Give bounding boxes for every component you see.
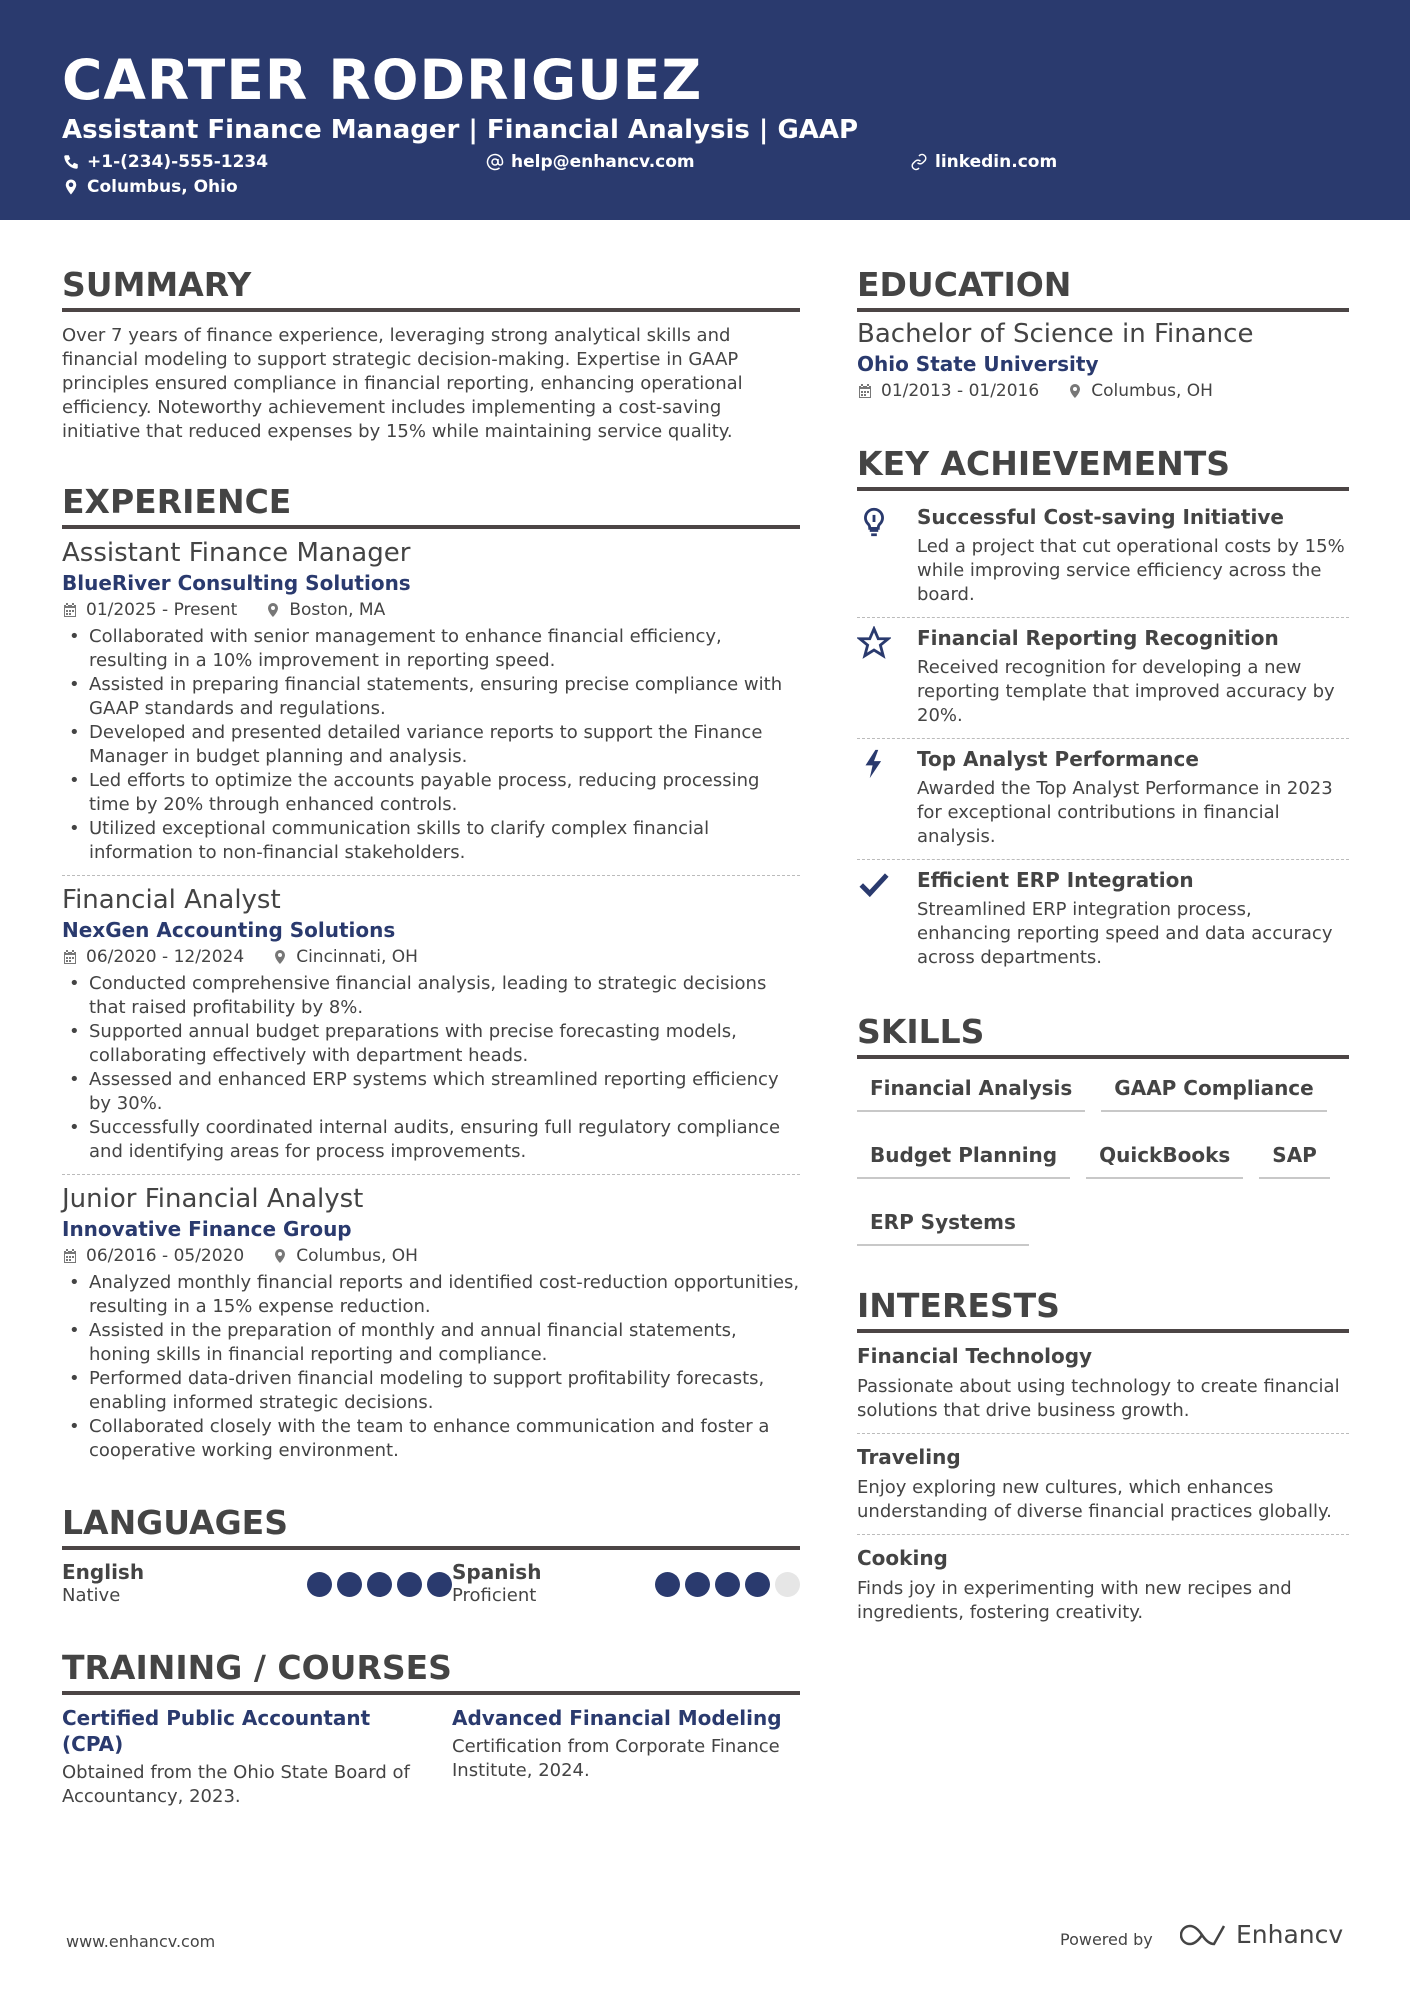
- interests-title: INTERESTS: [857, 1286, 1349, 1333]
- course-item: [452, 1705, 800, 1809]
- email-text: help@enhancv.com: [511, 152, 695, 172]
- achievement-title: Efficient ERP Integration: [917, 868, 1194, 892]
- skills-section: [857, 1012, 1349, 1266]
- location-pin-icon: [1067, 383, 1083, 399]
- summary-section: [62, 265, 800, 444]
- company-name: NexGen Accounting Solutions: [62, 918, 396, 942]
- lightbulb-icon: [857, 505, 891, 539]
- rating-dot-filled: [367, 1572, 392, 1597]
- education-location: Columbus, OH: [1091, 381, 1213, 401]
- language-level: Native: [62, 1585, 121, 1606]
- contact-location: [62, 175, 238, 199]
- divider: [62, 875, 800, 876]
- calendar-icon: [62, 949, 78, 965]
- bullet-item: • Assessed and enhanced ERP systems which streamlined reporting efficiency by 30%.: [62, 1068, 800, 1116]
- achievement-item: [857, 860, 1349, 980]
- bullet-item: • Analyzed monthly financial reports and identified cost-reduction opportunities, resulting in a 15% expense reduction.: [62, 1271, 800, 1319]
- language-name: Spanish: [452, 1560, 542, 1584]
- at-icon: [486, 153, 504, 171]
- bullet-item: • Performed data-driven financial modeling to support profitability forecasts, enabling informed strategic decisions.: [62, 1367, 800, 1415]
- location-pin-icon: [272, 949, 288, 965]
- contact-email[interactable]: [486, 150, 695, 174]
- achievement-item: [857, 497, 1349, 618]
- enhancv-logo-icon: [1180, 1922, 1228, 1948]
- course-desc: Obtained from the Ohio State Board of Accountancy, 2023.: [62, 1762, 410, 1807]
- checkmark-icon: [857, 868, 891, 902]
- divider: [62, 1174, 800, 1175]
- job-meta: [62, 944, 800, 970]
- rating-dot-filled: [745, 1572, 770, 1597]
- bullet-item: • Conducted comprehensive financial analysis, leading to strategic decisions that raised profitability by 8%.: [62, 972, 800, 1020]
- candidate-headline: Assistant Finance Manager | Financial Analysis | GAAP: [62, 115, 859, 145]
- location-text: Columbus, Ohio: [87, 177, 238, 197]
- interest-item: [857, 1343, 1349, 1434]
- language-rating: [650, 1572, 800, 1597]
- languages-section: [62, 1503, 800, 1608]
- link-icon: [910, 153, 928, 171]
- resume-header: [0, 0, 1410, 220]
- course-title: Certified Public Accountant (CPA): [62, 1706, 371, 1756]
- rating-dot-empty: [775, 1572, 800, 1597]
- job-title: Junior Financial Analyst: [62, 1184, 364, 1214]
- achievement-title: Successful Cost-saving Initiative: [917, 505, 1284, 529]
- achievement-desc: Led a project that cut operational costs by 15% while improving service efficiency across the board.: [917, 536, 1345, 605]
- location-pin-icon: [62, 178, 80, 196]
- bullet-item: • Assisted in the preparation of monthly and annual financial statements, honing skills in financial reporting and compliance.: [62, 1319, 800, 1367]
- rating-dot-filled: [337, 1572, 362, 1597]
- job-dates: 01/2025 - Present: [86, 600, 238, 620]
- candidate-name: CARTER RODRIGUEZ: [62, 48, 703, 112]
- training-title: TRAINING / COURSES: [62, 1648, 800, 1695]
- location-pin-icon: [272, 1248, 288, 1264]
- bullet-item: • Supported annual budget preparations with precise forecasting models, collaborating effectively with department heads.: [62, 1020, 800, 1068]
- rating-dot-filled: [655, 1572, 680, 1597]
- interest-item: [857, 1434, 1349, 1535]
- language-item: [452, 1560, 800, 1608]
- language-rating: [302, 1572, 452, 1597]
- job-title: Financial Analyst: [62, 885, 281, 915]
- interest-desc: Passionate about using technology to create financial solutions that drive business growth.: [857, 1376, 1340, 1421]
- rating-dot-filled: [685, 1572, 710, 1597]
- course-item: [62, 1705, 452, 1809]
- phone-icon: [62, 153, 80, 171]
- star-icon: [857, 626, 891, 660]
- job-meta: [62, 1243, 800, 1269]
- phone-text: +1-(234)-555-1234: [87, 152, 269, 172]
- job-meta: [62, 597, 800, 623]
- lightning-icon: [857, 747, 891, 781]
- school-name: Ohio State University: [857, 352, 1099, 376]
- education-dates: 01/2013 - 01/2016: [881, 381, 1040, 401]
- interest-title: Financial Technology: [857, 1344, 1093, 1368]
- course-title: Advanced Financial Modeling: [452, 1706, 782, 1730]
- achievement-desc: Streamlined ERP integration process, enhancing reporting speed and data accuracy across departments.: [917, 899, 1333, 968]
- achievements-section: [857, 444, 1349, 980]
- training-section: [62, 1648, 800, 1809]
- job-bullets: [62, 625, 800, 865]
- experience-item: [62, 1183, 800, 1463]
- enhancv-logo[interactable]: [1180, 1920, 1343, 1949]
- rating-dot-filled: [427, 1572, 452, 1597]
- job-location: Cincinnati, OH: [296, 947, 418, 967]
- education-title: EDUCATION: [857, 265, 1349, 312]
- job-dates: 06/2016 - 05/2020: [86, 1246, 245, 1266]
- skill-tag: SAP: [1259, 1132, 1330, 1179]
- interests-section: [857, 1286, 1349, 1625]
- interest-desc: Enjoy exploring new cultures, which enhances understanding of diverse financial practices globally.: [857, 1477, 1332, 1522]
- achievement-desc: Received recognition for developing a new reporting template that improved accuracy by 20%.: [917, 657, 1335, 726]
- rating-dot-filled: [397, 1572, 422, 1597]
- footer-powered-by: Powered by: [1060, 1930, 1153, 1949]
- course-desc: Certification from Corporate Finance Institute, 2024.: [452, 1736, 780, 1781]
- bullet-item: • Assisted in preparing financial statements, ensuring precise compliance with GAAP standards and regulations.: [62, 673, 800, 721]
- location-pin-icon: [265, 602, 281, 618]
- achievements-title: KEY ACHIEVEMENTS: [857, 444, 1349, 491]
- calendar-icon: [857, 383, 873, 399]
- skill-tag: Financial Analysis: [857, 1065, 1085, 1112]
- interest-desc: Finds joy in experimenting with new recipes and ingredients, fostering creativity.: [857, 1578, 1292, 1623]
- contact-phone[interactable]: [62, 150, 268, 174]
- education-meta: [857, 378, 1349, 404]
- company-name: BlueRiver Consulting Solutions: [62, 571, 411, 595]
- link-text: linkedin.com: [935, 152, 1058, 172]
- job-location: Columbus, OH: [296, 1246, 418, 1266]
- job-location: Boston, MA: [289, 600, 386, 620]
- skill-tag: Budget Planning: [857, 1132, 1070, 1179]
- rating-dot-filled: [307, 1572, 332, 1597]
- job-bullets: [62, 1271, 800, 1463]
- achievement-item: [857, 618, 1349, 739]
- enhancv-logo-text: Enhancv: [1236, 1920, 1344, 1949]
- bullet-item: • Successfully coordinated internal audits, ensuring full regulatory compliance and identifying areas for process improvements.: [62, 1116, 800, 1164]
- job-title: Assistant Finance Manager: [62, 538, 411, 568]
- bullet-item: • Utilized exceptional communication skills to clarify complex financial information to non-financial stakeholders.: [62, 817, 800, 865]
- footer-url[interactable]: www.enhancv.com: [66, 1932, 216, 1951]
- achievement-title: Top Analyst Performance: [917, 747, 1199, 771]
- rating-dot-filled: [715, 1572, 740, 1597]
- achievement-desc: Awarded the Top Analyst Performance in 2023 for exceptional contributions in financial analysis.: [917, 778, 1333, 847]
- left-column: [62, 265, 800, 1809]
- language-name: English: [62, 1560, 145, 1584]
- bullet-item: • Developed and presented detailed variance reports to support the Finance Manager in budget planning and analysis.: [62, 721, 800, 769]
- interest-title: Cooking: [857, 1546, 948, 1570]
- skill-tag: ERP Systems: [857, 1199, 1029, 1246]
- interest-title: Traveling: [857, 1445, 961, 1469]
- education-section: [857, 265, 1349, 404]
- language-level: Proficient: [452, 1585, 537, 1606]
- experience-section: [62, 482, 800, 1463]
- achievement-title: Financial Reporting Recognition: [917, 626, 1279, 650]
- languages-title: LANGUAGES: [62, 1503, 800, 1550]
- skill-tag: QuickBooks: [1086, 1132, 1243, 1179]
- job-dates: 06/2020 - 12/2024: [86, 947, 245, 967]
- company-name: Innovative Finance Group: [62, 1217, 352, 1241]
- contact-link[interactable]: [910, 150, 1057, 174]
- summary-text: Over 7 years of finance experience, leveraging strong analytical skills and financial modeling to support strategic decision-making. Expertise in GAAP principles ensured compliance in financial reporting, enhancing operational efficiency. Noteworthy achievement includes implementing a cost-saving initiative that reduced expenses by 15% while maintaining service quality.: [62, 325, 743, 442]
- right-column: [857, 265, 1349, 1625]
- experience-item: [62, 537, 800, 865]
- bullet-item: • Led efforts to optimize the accounts payable process, reducing processing time by 20% through enhanced controls.: [62, 769, 800, 817]
- bullet-item: • Collaborated closely with the team to enhance communication and foster a cooperative working environment.: [62, 1415, 800, 1463]
- language-item: [62, 1560, 452, 1608]
- calendar-icon: [62, 1248, 78, 1264]
- calendar-icon: [62, 602, 78, 618]
- achievement-item: [857, 739, 1349, 860]
- job-bullets: [62, 972, 800, 1164]
- skills-title: SKILLS: [857, 1012, 1349, 1059]
- summary-title: SUMMARY: [62, 265, 800, 312]
- degree-title: Bachelor of Science in Finance: [857, 319, 1254, 349]
- skill-tag: GAAP Compliance: [1101, 1065, 1326, 1112]
- experience-item: [62, 884, 800, 1164]
- bullet-item: • Collaborated with senior management to enhance financial efficiency, resulting in a 10% improvement in reporting speed.: [62, 625, 800, 673]
- interest-item: [857, 1535, 1349, 1625]
- experience-title: EXPERIENCE: [62, 482, 800, 529]
